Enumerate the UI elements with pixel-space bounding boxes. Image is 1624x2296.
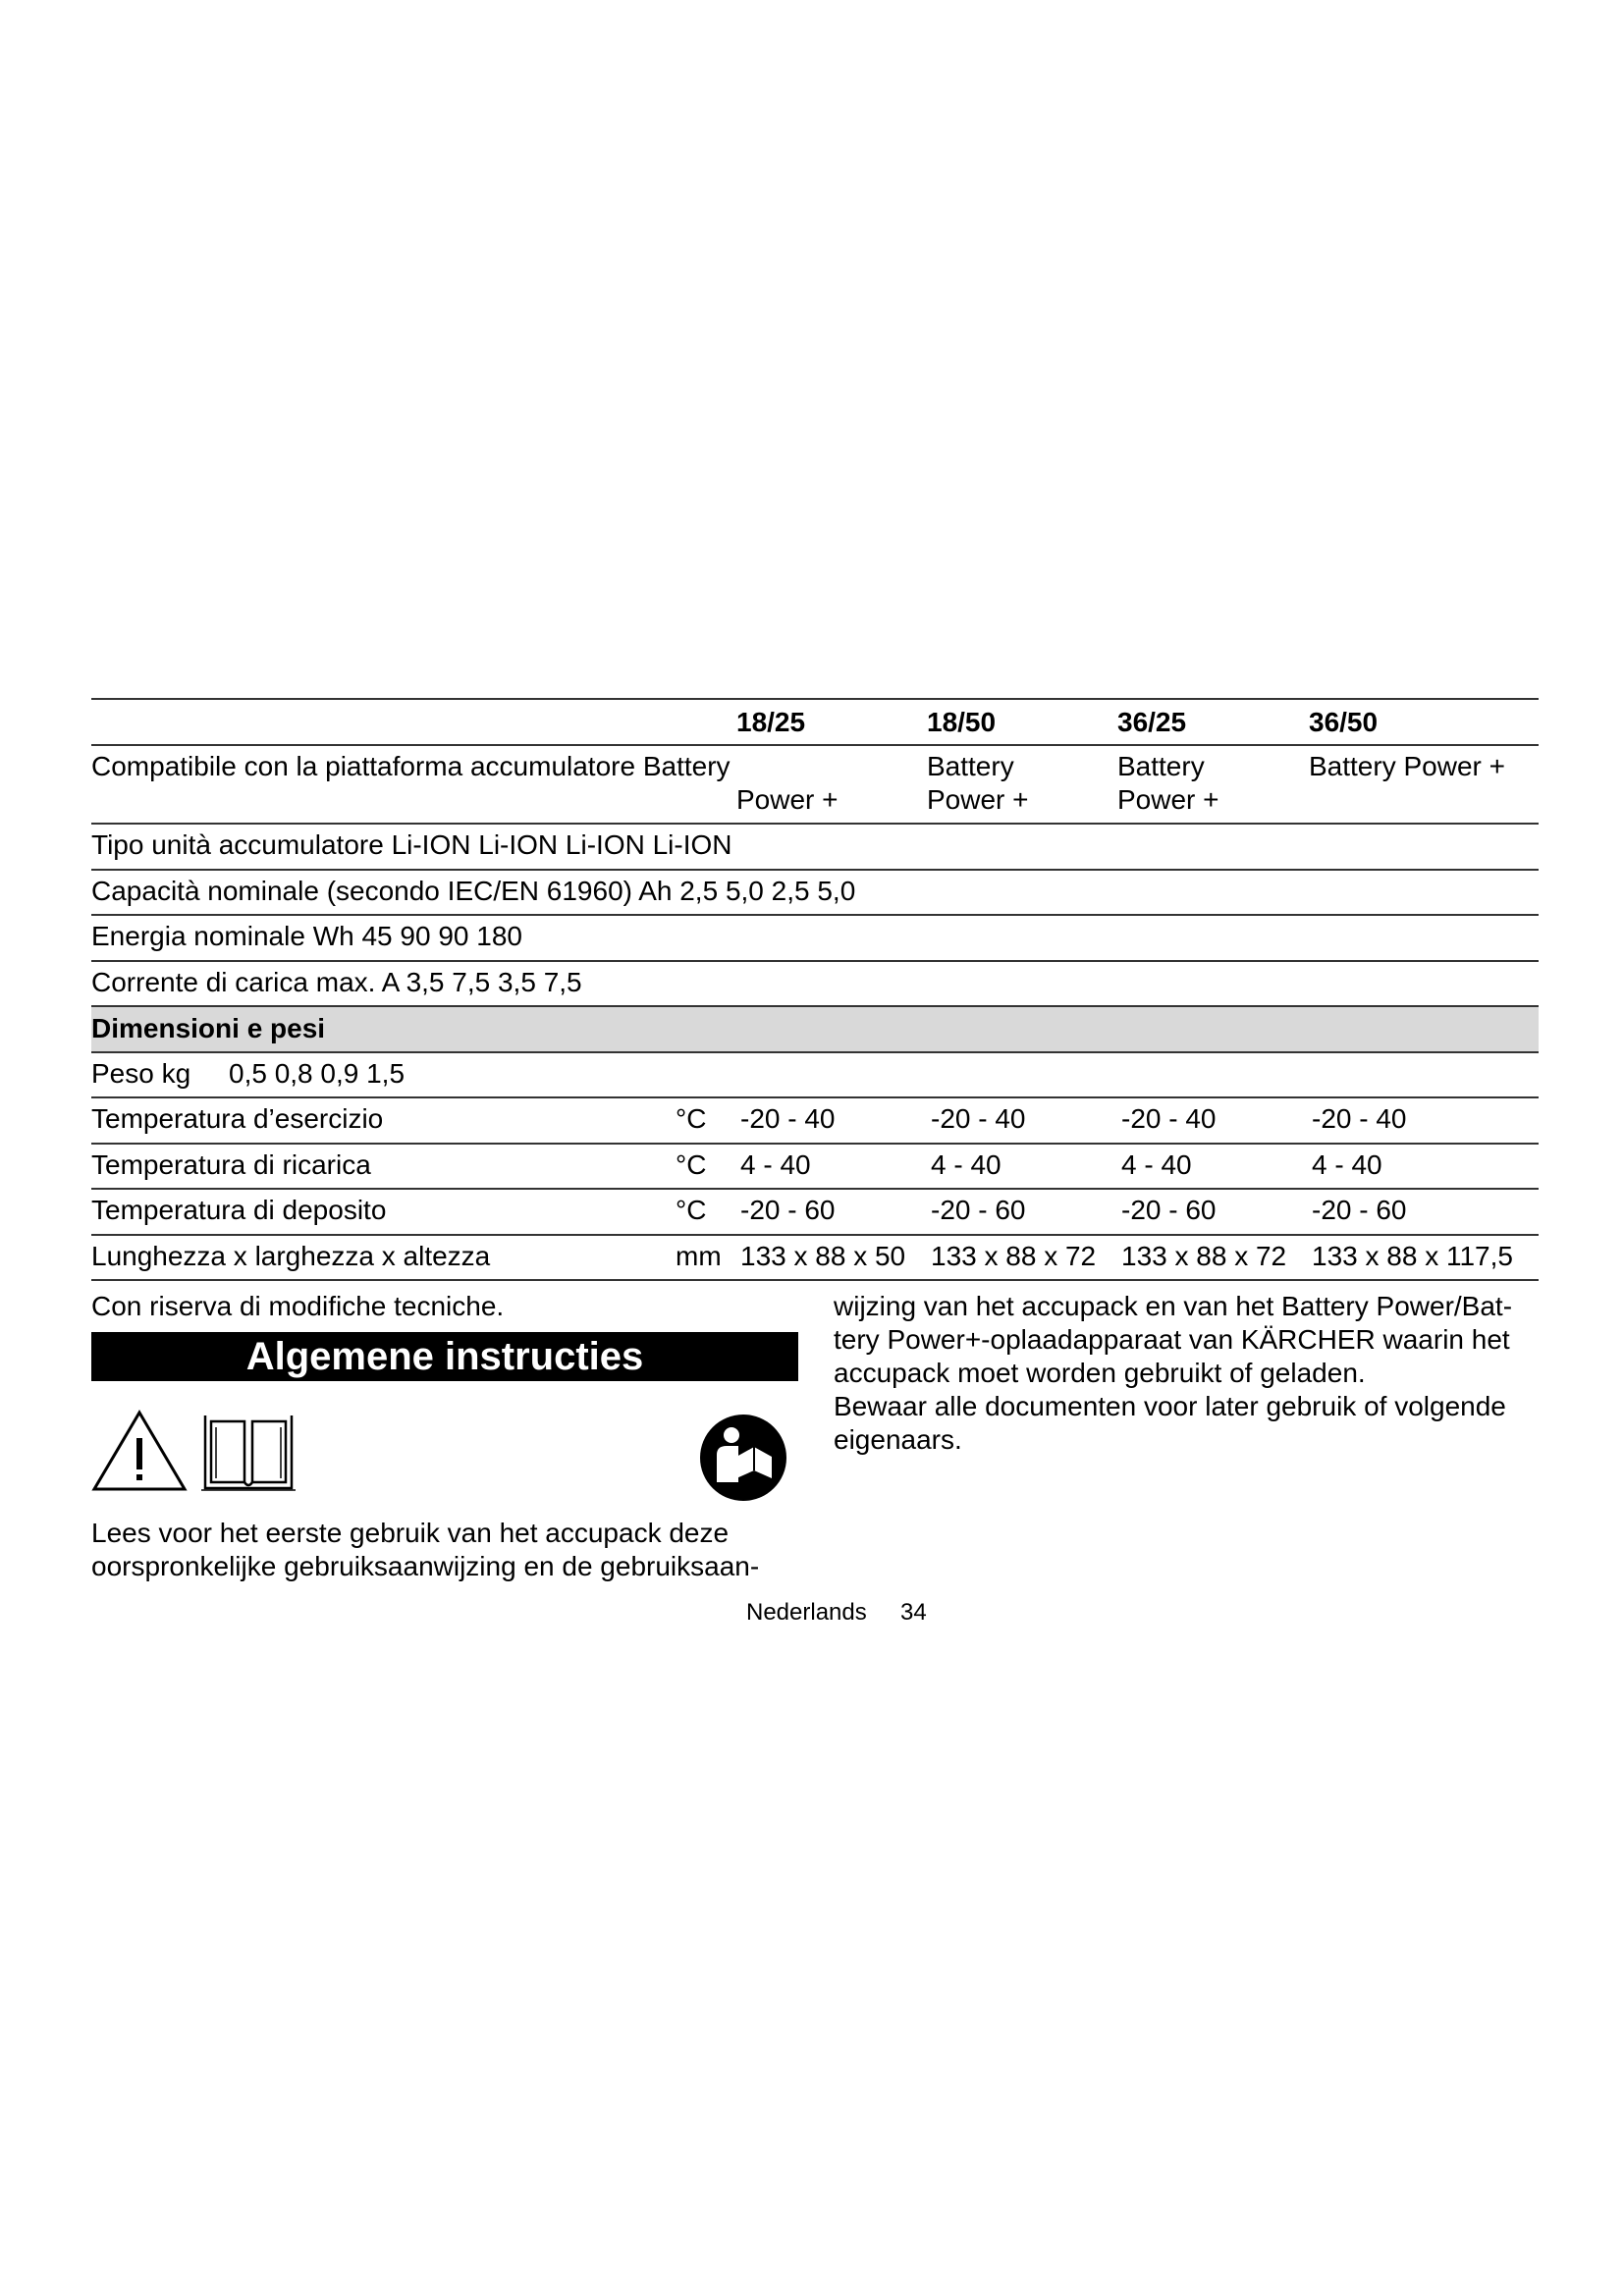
row-label: Temperatura di ricarica xyxy=(91,1149,371,1180)
warning-triangle-icon xyxy=(91,1409,188,1493)
table-cell: 4 - 40 xyxy=(931,1149,1001,1180)
table-cell: Power + xyxy=(927,784,1029,815)
column-header: 18/25 xyxy=(736,707,806,737)
table-cell: Battery Power + xyxy=(1309,751,1505,781)
table-cell: 133 x 88 x 72 xyxy=(931,1241,1097,1271)
table-rule xyxy=(91,823,1539,825)
section-title: Algemene instructies xyxy=(91,1332,798,1381)
table-cell: Power + xyxy=(736,784,839,815)
table-cell: Battery xyxy=(1117,751,1205,781)
table-cell: 4 - 40 xyxy=(1312,1149,1382,1180)
text-line: oorspronkelijke gebruiksaanwijzing en de gebruiksaan- xyxy=(91,1551,760,1581)
row-label: Temperatura di deposito xyxy=(91,1195,387,1225)
table-rule xyxy=(91,914,1539,916)
unit-cell: °C xyxy=(676,1149,707,1180)
column-header: 36/50 xyxy=(1309,707,1379,737)
table-cell: 133 x 88 x 72 xyxy=(1121,1241,1287,1271)
table-cell: 133 x 88 x 117,5 xyxy=(1312,1241,1513,1271)
unit-cell: °C xyxy=(676,1103,707,1134)
table-cell: -20 - 40 xyxy=(931,1103,1026,1134)
table-row: Corrente di carica max. A 3,5 7,5 3,5 7,5 xyxy=(91,967,582,997)
text-line: accupack moet worden gebruikt of geladen. xyxy=(834,1358,1366,1388)
table-cell: Power + xyxy=(1117,784,1219,815)
table-rule xyxy=(91,1143,1539,1145)
table-row: Energia nominale Wh 45 90 90 180 xyxy=(91,921,522,951)
table-row: Capacità nominale (secondo IEC/EN 61960) Ah 2,5 5,0 2,5 5,0 xyxy=(91,876,856,906)
manual-book-icon xyxy=(199,1410,298,1494)
table-cell: -20 - 40 xyxy=(1121,1103,1217,1134)
table-cell: 133 x 88 x 50 xyxy=(740,1241,906,1271)
section-heading: Dimensioni e pesi xyxy=(91,1013,326,1043)
column-header: 36/25 xyxy=(1117,707,1187,737)
row-label: Temperatura d’esercizio xyxy=(91,1103,384,1134)
intro-paragraph-right xyxy=(834,1290,1512,1457)
table-cell: -20 - 60 xyxy=(1312,1195,1407,1225)
text-line: eigenaars. xyxy=(834,1424,962,1455)
table-rule xyxy=(91,869,1539,871)
text-line: Bewaar alle documenten voor later gebruik of volgende xyxy=(834,1391,1506,1421)
text-line: tery Power+-oplaadapparaat van KÄRCHER waarin het xyxy=(834,1324,1510,1355)
text-line: wijzing van het accupack en van het Battery Power/Bat- xyxy=(834,1291,1513,1321)
table-cell: -20 - 60 xyxy=(740,1195,836,1225)
table-cell: -20 - 40 xyxy=(740,1103,836,1134)
intro-paragraph-left xyxy=(91,1517,759,1583)
read-manual-icon xyxy=(699,1414,787,1502)
text-line: Lees voor het eerste gebruik van het accupack deze xyxy=(91,1518,730,1548)
unit-cell: mm xyxy=(676,1241,722,1271)
table-rule xyxy=(91,960,1539,962)
row-label: Compatibile con la piattaforma accumulatore Battery xyxy=(91,751,731,781)
table-cell: -20 - 60 xyxy=(931,1195,1026,1225)
column-header: 18/50 xyxy=(927,707,997,737)
unit-cell: °C xyxy=(676,1195,707,1225)
table-rule xyxy=(91,744,1539,746)
table-rule xyxy=(91,1096,1539,1098)
table-rule xyxy=(91,1188,1539,1190)
table-rule xyxy=(91,698,1539,700)
table-cell: 4 - 40 xyxy=(1121,1149,1192,1180)
table-cell: 0,5 0,8 0,9 1,5 xyxy=(229,1058,406,1089)
row-label: Peso kg xyxy=(91,1058,191,1089)
table-rule xyxy=(91,1051,1539,1053)
row-label: Lunghezza x larghezza x altezza xyxy=(91,1241,491,1271)
table-cell: 4 - 40 xyxy=(740,1149,811,1180)
footer-language: Nederlands xyxy=(746,1599,867,1626)
table-row: Tipo unità accumulatore Li-ION Li-ION Li-ION Li-ION xyxy=(91,829,732,860)
table-rule xyxy=(91,1234,1539,1236)
table-rule xyxy=(91,1279,1539,1281)
table-cell: Battery xyxy=(927,751,1014,781)
table-cell: -20 - 60 xyxy=(1121,1195,1217,1225)
technical-changes-note: Con riserva di modifiche tecniche. xyxy=(91,1291,505,1321)
page-number: 34 xyxy=(900,1599,927,1626)
table-cell: -20 - 40 xyxy=(1312,1103,1407,1134)
